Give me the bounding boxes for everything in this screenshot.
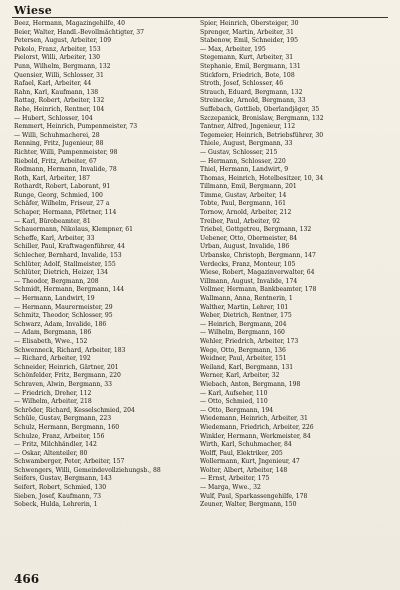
directory-entry: Petersen, August, Arbeiter, 109 bbox=[14, 37, 112, 45]
directory-entry: Schmitz, Theodor, Schlosser, 95 bbox=[14, 312, 113, 320]
directory-entry: Rafael, Karl, Arbeiter, 44 bbox=[14, 80, 92, 88]
directory-entry: Villmann, August, Invalide, 174 bbox=[200, 277, 298, 285]
directory-entry: Urban, August, Invalide, 186 bbox=[200, 243, 290, 251]
directory-entry: Schwarz, Adam, Invalide, 186 bbox=[14, 320, 107, 328]
directory-entry: Verdecks, Franz, Monteur, 105 bbox=[200, 260, 296, 268]
directory-entry: Wolff, Paul, Elektriker, 205 bbox=[200, 449, 283, 457]
directory-entry: — Otto, Bergmann, 194 bbox=[200, 406, 274, 414]
directory-entry: Schraven, Alwin, Bergmann, 33 bbox=[14, 380, 113, 388]
directory-entry: Thiel, Hermann, Landwirt, 9 bbox=[200, 166, 289, 174]
directory-entry: — Marga, Wwe., 32 bbox=[200, 484, 261, 492]
directory-entry: — Elisabeth, Wwe., 152 bbox=[14, 337, 88, 345]
directory-entry: Tillmann, Emil, Bergmann, 201 bbox=[200, 183, 297, 191]
directory-entry: Wiebach, Anton, Bergmann, 198 bbox=[200, 380, 301, 388]
directory-entry: Wehler, Friedrich, Arbeiter, 173 bbox=[200, 337, 299, 345]
directory-entry: Tobte, Paul, Bergmann, 161 bbox=[200, 200, 286, 208]
directory-entry: Schiller, Paul, Kraftwagenführer, 44 bbox=[14, 243, 125, 251]
directory-entry: Sobeck, Hulda, Lehrerin, 1 bbox=[14, 501, 98, 509]
directory-entry: Werner, Karl, Arbeiter, 32 bbox=[200, 372, 280, 380]
directory-entry: Triebel, Gottgetreu, Bergmann, 132 bbox=[200, 226, 312, 234]
directory-entry: Stegemann, Kurt, Arbeiter, 31 bbox=[200, 54, 294, 62]
directory-entry: Remmert, Heinrich, Pumpenmeister, 73 bbox=[14, 123, 138, 131]
directory-entry: Stickforn, Friedrich, Bote, 108 bbox=[200, 71, 295, 79]
directory-entry: Beier, Walter, Handl.-Bevollmächtigter, 37 bbox=[14, 28, 145, 36]
directory-entry: Schönfelder, Fritz, Bergmann, 220 bbox=[14, 372, 121, 380]
directory-entry: Stroth, Josef, Schlosser, 46 bbox=[200, 80, 284, 88]
directory-entry: Schlüter, Dietrich, Heizer, 134 bbox=[14, 269, 108, 277]
directory-entry: Rehe, Heinrich, Rentner, 104 bbox=[14, 105, 105, 113]
directory-entry: Beez, Hermann, Magazingehilfe, 40 bbox=[14, 20, 126, 27]
page-header-title: Wiese bbox=[14, 4, 53, 17]
right-column bbox=[200, 20, 390, 510]
directory-entry: Spier, Heinrich, Obersteiger, 30 bbox=[200, 20, 299, 27]
directory-entry: Schlüter, Adolf, Stallmeister, 155 bbox=[14, 260, 116, 268]
directory-entry: — Fritz, Milchhändler, 142 bbox=[14, 441, 97, 449]
directory-entry: Wiedemann, Heinrich, Arbeiter, 31 bbox=[200, 415, 308, 423]
directory-entry: — Willi, Schuhmacherei, 28 bbox=[14, 131, 100, 139]
directory-entry: Thomas, Heinrich, Hotelbesitzer, 10, 34 bbox=[200, 174, 324, 182]
directory-entry: Schäfer, Wilhelm, Friseur, 27 a bbox=[14, 200, 110, 208]
directory-entry: Timme, Gustav, Arbeiter, 14 bbox=[200, 191, 287, 199]
directory-entry: — Hermann, Landwirt, 19 bbox=[14, 295, 95, 302]
directory-entry: Punn, Wilhelm, Bergmann, 132 bbox=[14, 62, 111, 70]
directory-entry: — Friedrich, Dreher, 112 bbox=[14, 389, 92, 397]
directory-entry: Wolter, Albert, Arbeiter, 148 bbox=[200, 466, 288, 474]
directory-entry: Schulze, Franz, Arbeiter, 156 bbox=[14, 432, 105, 440]
directory-entry: Seifert, Robert, Schmied, 130 bbox=[14, 484, 107, 492]
directory-entry: — Wilhelm, Arbeiter, 218 bbox=[14, 398, 92, 406]
directory-entry: Riebold, Fritz, Arbeiter, 67 bbox=[14, 157, 97, 165]
directory-entry: Vollmer, Hermann, Bankbeamter, 178 bbox=[200, 286, 317, 294]
directory-entry: Wallmann, Anna, Rentnerin, 1 bbox=[200, 295, 293, 302]
directory-entry: — Hermann, Maurermeister, 29 bbox=[14, 303, 113, 311]
directory-entry: Runge, Georg, Schmied, 100 bbox=[14, 191, 103, 199]
directory-entry: Tegemeier, Heinrich, Betriebsführer, 30 bbox=[200, 131, 324, 139]
directory-entry: Scheffe, Karl, Arbeiter, 33 bbox=[14, 234, 95, 242]
directory-entry: Walther, Martin, Lehrer, 101 bbox=[200, 303, 289, 311]
directory-entry: Schlecher, Bernhard, Invalide, 153 bbox=[14, 252, 122, 260]
directory-entry: Schwengers, Willi, Gemeindevollziehungsb., 88 bbox=[14, 466, 161, 474]
directory-entry: — Max, Arbeiter, 195 bbox=[200, 45, 266, 53]
directory-entry: Szczepanick, Bronislaw, Bergmann, 132 bbox=[200, 114, 324, 122]
header-divider bbox=[12, 17, 388, 18]
directory-entry: Schneider, Heinrich, Gärtner, 201 bbox=[14, 363, 119, 371]
directory-entry: Zeuner, Walter, Bergmann, 150 bbox=[200, 501, 297, 509]
directory-entry: Roth, Karl, Arbeiter, 187 bbox=[14, 174, 90, 182]
directory-entry: Schröder, Richard, Kesselschmied, 204 bbox=[14, 406, 135, 414]
directory-entry: Schüle, Gustav, Bergmann, 223 bbox=[14, 415, 112, 423]
directory-entry: — Hubert, Schlosser, 104 bbox=[14, 114, 93, 122]
directory-entry: Pekolo, Franz, Arbeiter, 153 bbox=[14, 45, 101, 53]
directory-entry: Schwenneck, Richard, Arbeiter, 183 bbox=[14, 346, 126, 354]
directory-entry: Renning, Fritz, Jugenieur, 88 bbox=[14, 140, 104, 148]
directory-entry: Pielorst, Willi, Arbeiter, 130 bbox=[14, 54, 101, 62]
directory-entry: — Karl, Aufseher, 110 bbox=[200, 389, 268, 397]
directory-entry: — Gustav, Schlosser, 215 bbox=[200, 148, 278, 156]
directory-entry: Rothardt, Robert, Laborant, 91 bbox=[14, 183, 111, 191]
directory-entry: — Karl, Bürobeamter, 81 bbox=[14, 217, 91, 225]
directory-entry: Tornow, Arnold, Arbeiter, 212 bbox=[200, 209, 292, 217]
directory-entry: Strauch, Eduard, Bergmann, 132 bbox=[200, 88, 303, 96]
directory-entry: Stabenow, Emil, Schneider, 195 bbox=[200, 37, 298, 45]
directory-entry: — Hermann, Schlosser, 220 bbox=[200, 157, 286, 165]
directory-entry: Sieben, Josef, Kaufmann, 73 bbox=[14, 492, 102, 500]
directory-entry: — Heinrich, Bergmann, 204 bbox=[200, 320, 287, 328]
directory-entry: Quensier, Willi, Schlosser, 31 bbox=[14, 71, 104, 79]
directory-entry: Schauermann, Nikolaus, Klempner, 61 bbox=[14, 226, 134, 234]
left-column bbox=[14, 20, 204, 510]
directory-entry: Wege, Otto, Bergmann, 136 bbox=[200, 346, 286, 354]
directory-entry: Wiedemann, Friedrich, Arbeiter, 226 bbox=[200, 423, 314, 431]
directory-entry: Weiland, Karl, Bergmann, 131 bbox=[200, 363, 294, 371]
directory-entry: — Richard, Arbeiter, 192 bbox=[14, 355, 91, 363]
directory-entry: Tantner, Alfred, Jngenieur, 112 bbox=[200, 123, 296, 131]
directory-entry: Stephanie, Emil, Bergmann, 131 bbox=[200, 62, 301, 70]
directory-entry: Wiese, Robert, Magazinverwalter, 64 bbox=[200, 269, 315, 277]
directory-entry: Urbanske, Christoph, Bergmann, 147 bbox=[200, 252, 316, 260]
directory-entry: — Ernst, Arbeiter, 175 bbox=[200, 475, 270, 483]
directory-entry: — Oskar, Altenteiler, 80 bbox=[14, 449, 88, 457]
directory-entry: Weber, Dietrich, Rentner, 175 bbox=[200, 312, 292, 320]
directory-entry: Schaper, Hermann, Pförtner, 114 bbox=[14, 209, 117, 217]
directory-entry: Rodmann, Hermann, Invalide, 78 bbox=[14, 166, 117, 174]
directory-entry: Streinecke, Arnold, Bergmann, 33 bbox=[200, 97, 306, 105]
directory-entry: Uebener, Otto, Obermeister, 84 bbox=[200, 234, 298, 242]
page-number: 466 bbox=[14, 572, 40, 586]
directory-entry: — Wilhelm, Bergmann, 160 bbox=[200, 329, 285, 337]
directory-entry: Suffebach, Gottlieb, Oberlandjäger, 35 bbox=[200, 105, 320, 113]
directory-entry: Schulz, Hermann, Bergmann, 160 bbox=[14, 423, 120, 431]
directory-entry: — Theodor, Bergmann, 208 bbox=[14, 277, 99, 285]
directory-entry: Rattag, Robert, Arbeiter, 132 bbox=[14, 97, 105, 105]
directory-entry: Thiele, August, Bergmann, 33 bbox=[200, 140, 293, 148]
directory-entry: Schwamberger, Peter, Arbeiter, 157 bbox=[14, 458, 125, 466]
directory-entry: Weidner, Paul, Arbeiter, 151 bbox=[200, 355, 287, 363]
directory-entry: Schmidt, Hermann, Bergmann, 144 bbox=[14, 286, 125, 294]
directory-entry: Sprenger, Martin, Arbeiter, 31 bbox=[200, 28, 294, 36]
directory-entry: Rahn, Karl, Kaufmann, 138 bbox=[14, 88, 99, 96]
directory-entry: Wollermann, Kurt, Jngenieur, 47 bbox=[200, 458, 300, 466]
directory-entry: — Adam, Bergmann, 186 bbox=[14, 329, 92, 337]
directory-entry: Wulf, Paul, Sparkassengehilfe, 178 bbox=[200, 492, 308, 500]
directory-entry: — Otto, Schmied, 110 bbox=[200, 398, 268, 406]
directory-entry: Seifers, Gustav, Bergmann, 143 bbox=[14, 475, 112, 483]
directory-entry: Wirth, Karl, Schuhmacher, 84 bbox=[200, 441, 292, 449]
directory-entry: Treiber, Paul, Arbeiter, 92 bbox=[200, 217, 281, 225]
directory-entry: Winkler, Hermann, Werkmeister, 84 bbox=[200, 432, 311, 440]
directory-entry: Richter, Willi, Pumpenmeister, 98 bbox=[14, 148, 118, 156]
